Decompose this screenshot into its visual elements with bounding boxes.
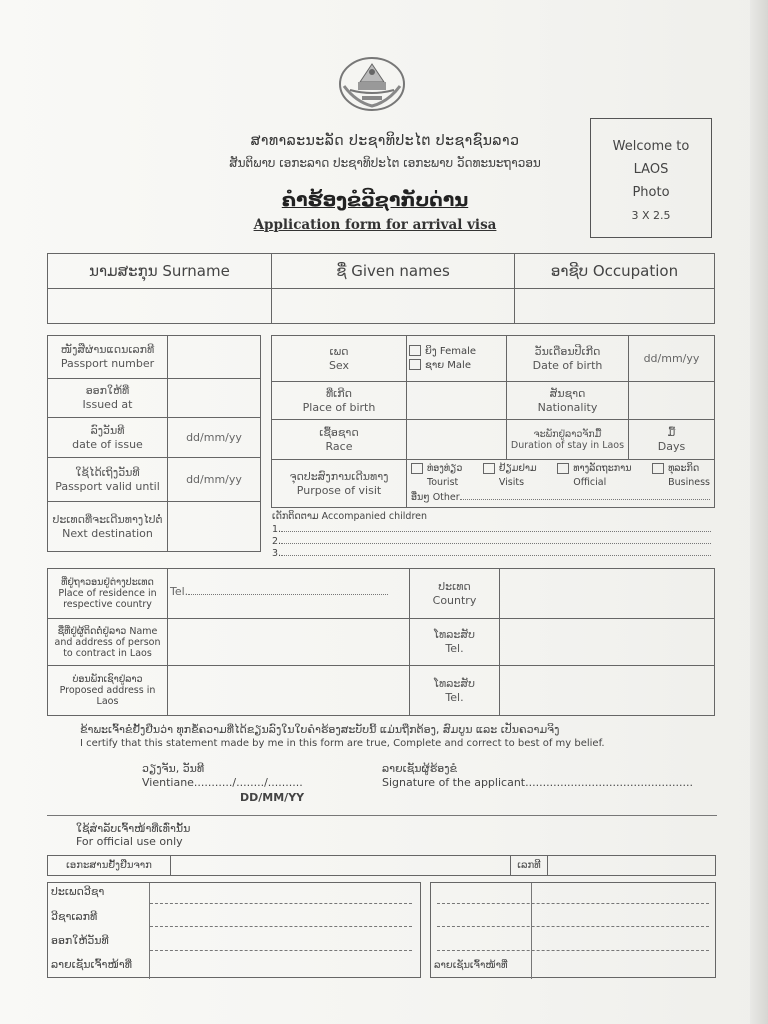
nationality-field[interactable] bbox=[629, 382, 715, 420]
certificate-no-label: ເລກທີ bbox=[511, 856, 548, 876]
officer-signature-label-right: ລາຍເຊັນເຈົ້າໜ້າທີ່ bbox=[434, 960, 508, 971]
address-tel-field[interactable] bbox=[500, 666, 715, 716]
race-field[interactable] bbox=[407, 420, 507, 460]
address-label: ບ່ອນພັກເຊົາຢູ່ລາວ Proposed address in Laos bbox=[48, 666, 168, 716]
pob-field[interactable] bbox=[407, 382, 507, 420]
page-edge-shadow bbox=[750, 0, 768, 1024]
passport-number-field[interactable] bbox=[168, 336, 261, 379]
visa-type-field[interactable] bbox=[150, 903, 412, 904]
next-destination-field[interactable] bbox=[168, 502, 261, 552]
issued-at-field[interactable] bbox=[168, 379, 261, 418]
date-format: DD/MM/YY bbox=[240, 791, 305, 804]
issue-date-field[interactable] bbox=[150, 950, 412, 951]
sex-options bbox=[407, 336, 507, 382]
residence-field[interactable]: Tel. bbox=[168, 569, 410, 619]
photo-box bbox=[590, 118, 712, 238]
race-label: ເຊື້ອຊາດ Race bbox=[272, 420, 407, 460]
date-of-issue-label: ລົງວັນທີ date of issue bbox=[48, 418, 168, 458]
official-use-label: For official use only bbox=[76, 835, 183, 848]
visa-type-label: ປະເພດວີຊາ bbox=[51, 885, 105, 898]
certificate-from-field[interactable] bbox=[171, 856, 511, 876]
given-names-label: ຊື່ Given names bbox=[272, 254, 515, 289]
purpose-official[interactable]: ທາງລັດຖະການ Official bbox=[557, 462, 631, 490]
surname-label: ນາມສະກຸນ Surname bbox=[48, 254, 272, 289]
certificate-table bbox=[47, 855, 716, 876]
official-use-lao: ໃຊ້ສຳລັບເຈົ້າໜ້າທີ່ເທົ່ານັ້ນ bbox=[76, 822, 191, 835]
contact-label: ຊື່ທີ່ຢູ່ຜູ້ຕິດຕໍ່ຢູ່ລາວ Name and address of person to contract in Laos bbox=[48, 619, 168, 666]
residence-table bbox=[47, 568, 715, 716]
country-label: ປະເທດ Country bbox=[410, 569, 500, 619]
address-field[interactable] bbox=[168, 666, 410, 716]
certificate-no-field[interactable] bbox=[548, 856, 716, 876]
children-label: ເດັກຕິດຕາມ Accompanied children bbox=[272, 511, 428, 522]
surname-field[interactable] bbox=[48, 289, 272, 324]
purpose-options bbox=[407, 460, 715, 508]
official-right-line-2 bbox=[437, 926, 709, 927]
male-checkbox[interactable] bbox=[409, 359, 421, 370]
tourist-checkbox[interactable] bbox=[411, 463, 423, 474]
national-emblem-icon bbox=[336, 52, 408, 112]
given-names-field[interactable] bbox=[272, 289, 515, 324]
contact-tel-label: ໂທລະສັບ Tel. bbox=[410, 619, 500, 666]
occupation-field[interactable] bbox=[515, 289, 715, 324]
nationality-label: ສັນຊາດ Nationality bbox=[507, 382, 629, 420]
passport-table bbox=[47, 335, 261, 552]
purpose-business[interactable]: ທຸລະກິດ Business bbox=[652, 462, 710, 490]
signature-label-lao: ລາຍເຊັນຜູ້ຮ້ອງຂໍ bbox=[382, 762, 458, 775]
duration-field[interactable]: ມື້ Days bbox=[629, 420, 715, 460]
photo-box-size: 3 X 2.5 bbox=[631, 209, 671, 222]
official-right-line-1 bbox=[437, 903, 709, 904]
place-label-lao: ວຽງຈັນ, ວັນທີ bbox=[142, 762, 205, 775]
official-right-line-3 bbox=[437, 950, 709, 951]
header-lao-line2: ສັນຕິພາບ ເອກະລາດ ປະຊາທິປະໄຕ ເອກະພາບ ວັດທະນະຖາວອນ bbox=[229, 156, 541, 170]
female-checkbox[interactable] bbox=[409, 345, 421, 356]
child-2-field[interactable]: 2. bbox=[272, 536, 711, 547]
visits-checkbox[interactable] bbox=[483, 463, 495, 474]
pob-label: ທີ່ເກີດ Place of birth bbox=[272, 382, 407, 420]
place-date-field[interactable]: Vientiane.........../......../.......... bbox=[142, 776, 303, 789]
form-title: Application form for arrival visa bbox=[253, 217, 497, 233]
purpose-label: ຈຸດປະສົງການເດີນທາງ Purpose of visit bbox=[272, 460, 407, 508]
residence-label: ທີ່ຢູ່ຖາວອນຢູ່ຕ່າງປະເທດ Place of residence in respective country bbox=[48, 569, 168, 619]
passport-number-label: ໜັງສືຜ່ານແດນເລກທີ Passport number bbox=[48, 336, 168, 379]
purpose-visits[interactable]: ຢ້ຽມຢາມ Visits bbox=[483, 462, 537, 490]
visa-number-field[interactable] bbox=[150, 926, 412, 927]
photo-box-welcome: Welcome to bbox=[612, 139, 690, 154]
officer-signature-label: ລາຍເຊັນເຈົ້າໜ້າທີ່ bbox=[51, 958, 132, 971]
purpose-other[interactable]: ອື່ນໆ Other bbox=[411, 491, 710, 505]
next-destination-label: ປະເທດທີ່ຈະເດີນທາງໄປຕໍ່ Next destination bbox=[48, 502, 168, 552]
purpose-tourist[interactable]: ທ່ອງທ່ຽວ Tourist bbox=[411, 462, 462, 490]
signature-field[interactable]: Signature of the applicant................................................ bbox=[382, 776, 693, 789]
child-1-field[interactable]: 1. bbox=[272, 524, 711, 535]
declaration-lao: ຂ້າພະເຈົ້າຂໍຢັ້ງຢືນວ່າ ທຸກຂໍ້ຄວາມທີ່ໄດ້ຂຽນລົງໃນໃບຄຳຮ້ອງສະບັບນີ້ ແມ່ນຖືກຕ້ອງ, ສົມບູນ ແລະ ເປັນຄວາມຈິງ bbox=[80, 723, 560, 736]
personal-table bbox=[271, 335, 715, 508]
country-field[interactable] bbox=[500, 569, 715, 619]
official-checkbox[interactable] bbox=[557, 463, 569, 474]
form-title-lao: ຄຳຮ້ອງຂໍວີຊາກັບດ່ານ bbox=[281, 189, 469, 211]
dob-label: ວັນເດືອນປີເກີດ Date of birth bbox=[507, 336, 629, 382]
divider bbox=[47, 815, 717, 816]
contact-tel-field[interactable] bbox=[500, 619, 715, 666]
address-tel-label: ໂທລະສັບ Tel. bbox=[410, 666, 500, 716]
sex-label: ເພດ Sex bbox=[272, 336, 407, 382]
photo-box-laos: LAOS bbox=[633, 162, 669, 177]
passport-valid-label: ໃຊ້ໄດ້ເຖິງວັນທີ Passport valid until bbox=[48, 458, 168, 502]
child-3-field[interactable]: 3. bbox=[272, 548, 711, 559]
date-of-issue-field[interactable]: dd/mm/yy bbox=[168, 418, 261, 458]
photo-box-photo: Photo bbox=[632, 185, 670, 200]
issue-date-label: ອອກໃຫ້ວັນທີ bbox=[51, 934, 109, 947]
header-lao-line1: ສາທາລະນະລັດ ປະຊາທິປະໄຕ ປະຊາຊົນລາວ bbox=[250, 133, 520, 149]
declaration-text: I certify that this statement made by me in this form are true, Complete and correct to best of my belief. bbox=[80, 738, 605, 749]
duration-label: ຈະພັກຢູ່ລາວຈັກມື້ Duration of stay in Laos bbox=[507, 420, 629, 460]
visa-number-label: ວີຊາເລກທີ bbox=[51, 910, 98, 923]
business-checkbox[interactable] bbox=[652, 463, 664, 474]
issued-at-label: ອອກໃຫ້ທີ່ Issued at bbox=[48, 379, 168, 418]
female-option[interactable]: ຍິງ Female bbox=[409, 345, 504, 359]
certificate-from-label: ເອກະສານຢັ້ງຢືນຈາກ bbox=[48, 856, 171, 876]
occupation-label: ອາຊີບ Occupation bbox=[515, 254, 715, 289]
names-table bbox=[47, 253, 715, 324]
contact-field[interactable] bbox=[168, 619, 410, 666]
male-option[interactable]: ຊາຍ Male bbox=[409, 359, 504, 373]
passport-valid-field[interactable]: dd/mm/yy bbox=[168, 458, 261, 502]
dob-field[interactable]: dd/mm/yy bbox=[629, 336, 715, 382]
